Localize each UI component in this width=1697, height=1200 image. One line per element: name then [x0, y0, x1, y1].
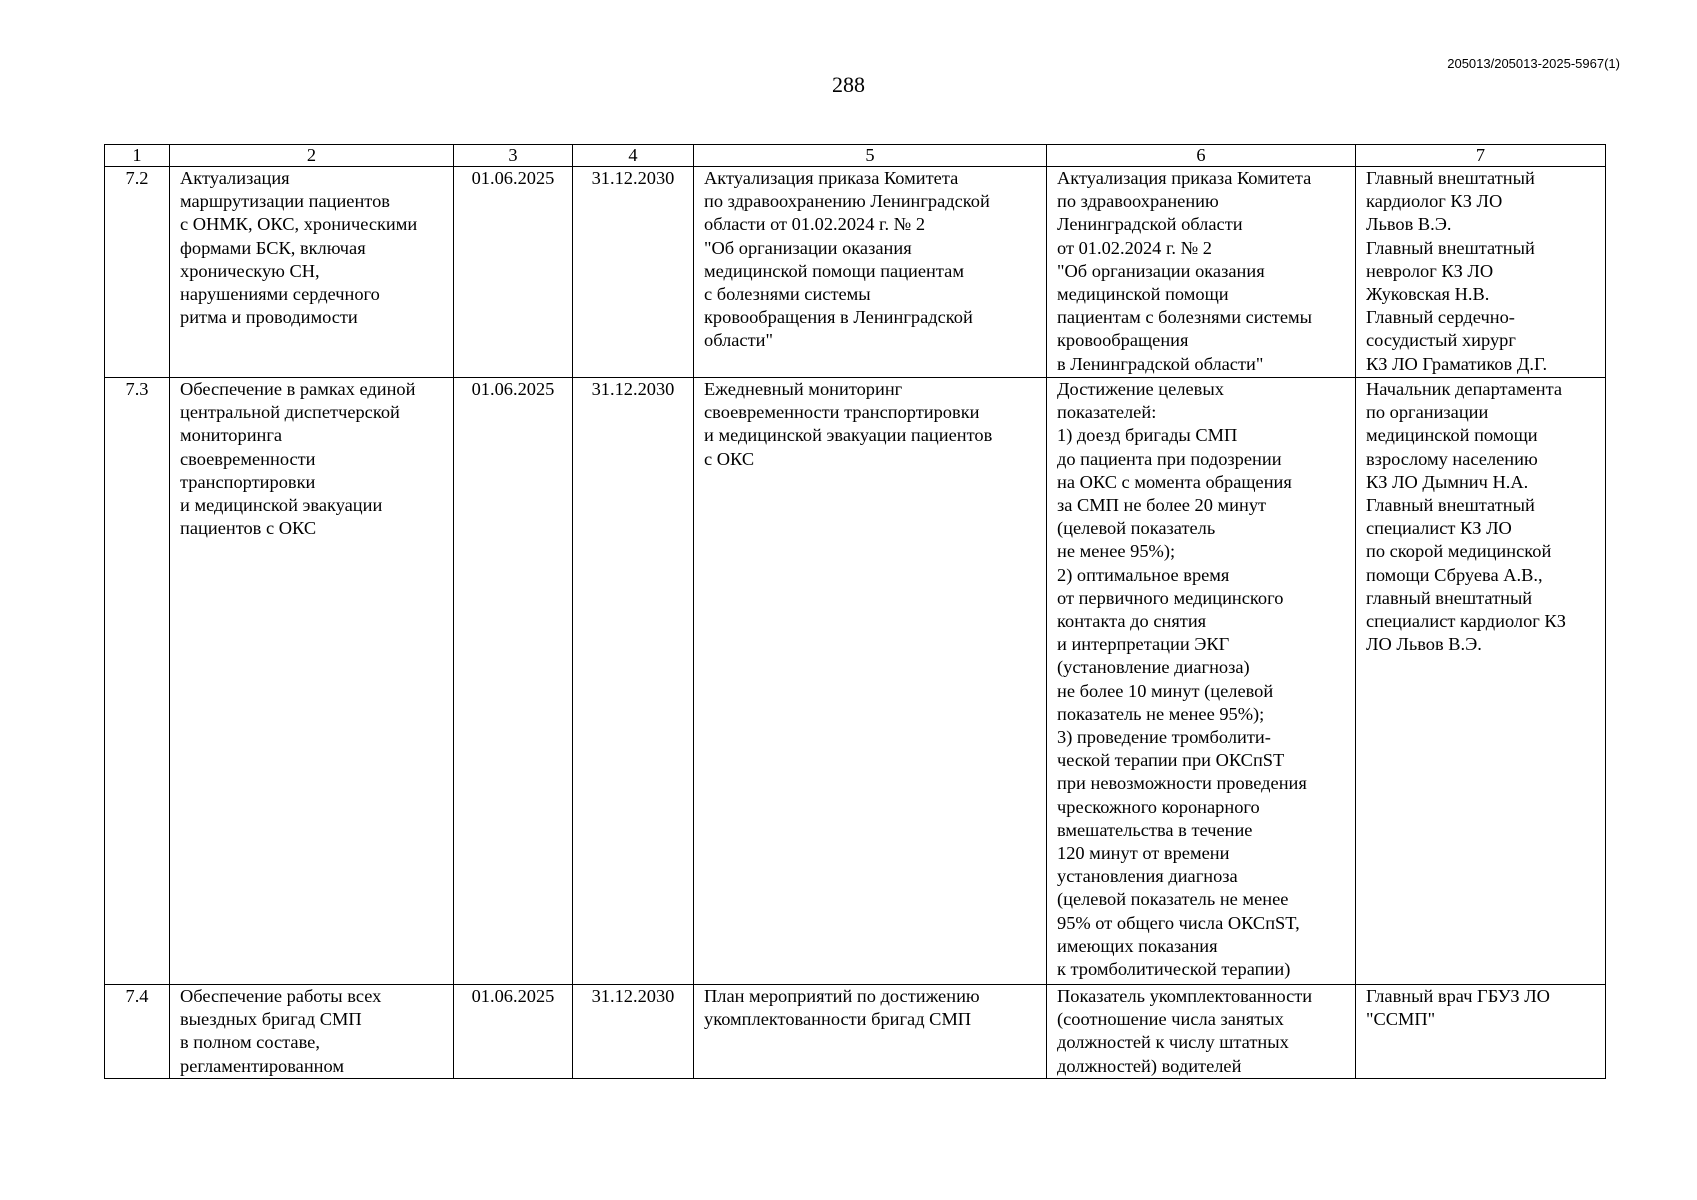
cell-line: ритма и проводимости — [180, 307, 358, 328]
cell-line: кровообращения в Ленинградской — [704, 307, 973, 328]
cell-line: показателей: — [1057, 402, 1157, 423]
row-number: 7.4 — [105, 985, 170, 1079]
table-row — [105, 167, 1606, 378]
cell-line: по скорой медицинской — [1366, 541, 1552, 562]
cell-line: Ежедневный мониторинг — [704, 379, 903, 399]
responsible-cell — [1356, 167, 1606, 378]
cell-line: не более 10 минут (целевой — [1057, 680, 1274, 701]
cell-line: КЗ ЛО Граматиков Д.Г. — [1366, 353, 1548, 374]
activity-cell — [170, 378, 454, 985]
column-number-row — [105, 145, 1606, 167]
start-date: 01.06.2025 — [454, 378, 573, 985]
result-cell — [694, 985, 1047, 1079]
end-date: 31.12.2030 — [573, 985, 694, 1079]
cell-line: не менее 95%); — [1057, 541, 1176, 562]
cell-line: показатель не менее 95%); — [1057, 703, 1265, 724]
cell-line: специалист кардиолог КЗ — [1366, 611, 1566, 632]
cell-line: по здравоохранению Ленинградской — [704, 191, 990, 212]
cell-line: Главный внештатный — [1366, 168, 1535, 188]
cell-line: с болезнями системы — [704, 284, 871, 305]
column-header: 5 — [694, 145, 1047, 167]
cell-line: контакта до снятия — [1057, 611, 1207, 632]
column-header: 2 — [170, 145, 454, 167]
cell-line: (установление диагноза) — [1057, 657, 1250, 678]
cell-line: 120 минут от времени — [1057, 843, 1230, 864]
cell-line: должностей к числу штатных — [1057, 1032, 1289, 1053]
start-date: 01.06.2025 — [454, 985, 573, 1079]
cell-line: ческой терапии при ОКСпST — [1057, 750, 1285, 771]
cell-line: КЗ ЛО Дымнич Н.А. — [1366, 471, 1529, 492]
cell-line: 1) доезд бригады СМП — [1057, 425, 1238, 446]
cell-line: пациентов с ОКС — [180, 518, 317, 539]
cell-line: (целевой показатель — [1057, 518, 1216, 539]
cell-line: кровообращения — [1057, 330, 1189, 351]
cell-line: Жуковская Н.В. — [1366, 284, 1490, 305]
cell-line: при невозможности проведения — [1057, 773, 1307, 794]
cell-line: от первичного медицинского — [1057, 587, 1284, 608]
cell-line: и интерпретации ЭКГ — [1057, 634, 1230, 655]
cell-line: области" — [704, 330, 773, 351]
cell-line: 3) проведение тромболити- — [1057, 727, 1271, 748]
cell-line: 2) оптимальное время — [1057, 564, 1230, 585]
column-header: 4 — [573, 145, 694, 167]
column-header: 7 — [1356, 145, 1606, 167]
cell-line: Показатель укомплектованности — [1057, 986, 1313, 1006]
cell-line: "ССМП" — [1366, 1009, 1436, 1030]
cell-line: к тромболитической терапии) — [1057, 959, 1291, 980]
row-number: 7.3 — [105, 378, 170, 985]
column-header: 1 — [105, 145, 170, 167]
cell-line: 95% от общего числа ОКСпST, — [1057, 912, 1300, 933]
cell-line: имеющих показания — [1057, 935, 1218, 956]
cell-line: выездных бригад СМП — [180, 1009, 362, 1030]
cell-line: и медицинской эвакуации — [180, 495, 383, 516]
plan-table — [104, 144, 1606, 1079]
start-date: 01.06.2025 — [454, 167, 573, 378]
cell-line: по организации — [1366, 402, 1489, 423]
cell-line: Обеспечение в рамках единой — [180, 379, 416, 399]
responsible-cell — [1356, 378, 1606, 985]
cell-line: Начальник департамента — [1366, 379, 1563, 399]
end-date: 31.12.2030 — [573, 167, 694, 378]
cell-line: "Об организации оказания — [704, 237, 912, 258]
cell-line: в полном составе, — [180, 1032, 320, 1053]
cell-line: за СМП не более 20 минут — [1057, 495, 1267, 516]
end-date: 31.12.2030 — [573, 378, 694, 985]
cell-line: с ОКС — [704, 448, 755, 469]
cell-line: (целевой показатель не менее — [1057, 889, 1289, 910]
cell-line: установления диагноза — [1057, 866, 1238, 887]
table-row — [105, 985, 1606, 1079]
cell-line: нарушениями сердечного — [180, 284, 380, 305]
cell-line: хроническую СН, — [180, 260, 320, 281]
indicator-cell — [1047, 985, 1356, 1079]
cell-line: пациентам с болезнями системы — [1057, 307, 1312, 328]
cell-line: главный внештатный — [1366, 587, 1533, 608]
cell-line: взрослому населению — [1366, 448, 1538, 469]
table-row — [105, 378, 1606, 985]
cell-line: регламентированном — [180, 1055, 344, 1076]
cell-line: с ОНМК, ОКС, хроническими — [180, 214, 418, 235]
document-id: 205013/205013-2025-5967(1) — [1447, 56, 1620, 71]
cell-line: области от 01.02.2024 г. № 2 — [704, 214, 926, 235]
cell-line: Достижение целевых — [1057, 379, 1224, 399]
cell-line: своевременности транспортировки — [704, 402, 980, 423]
cell-line: своевременности — [180, 448, 316, 469]
cell-line: специалист КЗ ЛО — [1366, 518, 1512, 539]
cell-line: Главный внештатный — [1366, 237, 1535, 258]
cell-line: Главный внештатный — [1366, 495, 1535, 516]
cell-line: центральной диспетчерской — [180, 402, 400, 423]
cell-line: Львов В.Э. — [1366, 214, 1452, 235]
cell-line: до пациента при подозрении — [1057, 448, 1282, 469]
cell-line: (соотношение числа занятых — [1057, 1009, 1284, 1030]
cell-line: от 01.02.2024 г. № 2 — [1057, 237, 1212, 258]
cell-line: Главный сердечно- — [1366, 307, 1515, 328]
activity-cell — [170, 167, 454, 378]
cell-line: чрескожного коронарного — [1057, 796, 1260, 817]
cell-line: Актуализация приказа Комитета — [1057, 168, 1312, 188]
cell-line: План мероприятий по достижению — [704, 986, 980, 1006]
cell-line: по здравоохранению — [1057, 191, 1219, 212]
cell-line: Ленинградской области — [1057, 214, 1243, 235]
cell-line: на ОКС с момента обращения — [1057, 471, 1292, 492]
cell-line: медицинской помощи — [1366, 425, 1538, 446]
page-number: 288 — [832, 72, 865, 97]
cell-line: медицинской помощи — [1057, 284, 1229, 305]
result-cell — [694, 167, 1047, 378]
responsible-cell — [1356, 985, 1606, 1079]
cell-line: сосудистый хирург — [1366, 330, 1516, 351]
cell-line: вмешательства в течение — [1057, 819, 1253, 840]
cell-line: маршрутизации пациентов — [180, 191, 390, 212]
cell-line: должностей) водителей — [1057, 1055, 1242, 1076]
result-cell — [694, 378, 1047, 985]
cell-line: кардиолог КЗ ЛО — [1366, 191, 1503, 212]
cell-line: помощи Сбруева А.В., — [1366, 564, 1543, 585]
cell-line: невролог КЗ ЛО — [1366, 260, 1494, 281]
cell-line: Обеспечение работы всех — [180, 986, 382, 1006]
column-header: 6 — [1047, 145, 1356, 167]
cell-line: Актуализация — [180, 168, 290, 188]
row-number: 7.2 — [105, 167, 170, 378]
cell-line: в Ленинградской области" — [1057, 353, 1264, 374]
cell-line: Главный врач ГБУЗ ЛО — [1366, 986, 1550, 1006]
activity-cell — [170, 985, 454, 1079]
indicator-cell — [1047, 167, 1356, 378]
cell-line: "Об организации оказания — [1057, 260, 1265, 281]
cell-line: мониторинга — [180, 425, 283, 446]
cell-line: и медицинской эвакуации пациентов — [704, 425, 993, 446]
cell-line: формами БСК, включая — [180, 237, 366, 258]
cell-line: укомплектованности бригад СМП — [704, 1009, 972, 1030]
cell-line: Актуализация приказа Комитета — [704, 168, 959, 188]
cell-line: транспортировки — [180, 471, 316, 492]
cell-line: медицинской помощи пациентам — [704, 260, 964, 281]
cell-line: ЛО Львов В.Э. — [1366, 634, 1482, 655]
column-header: 3 — [454, 145, 573, 167]
indicator-cell — [1047, 378, 1356, 985]
